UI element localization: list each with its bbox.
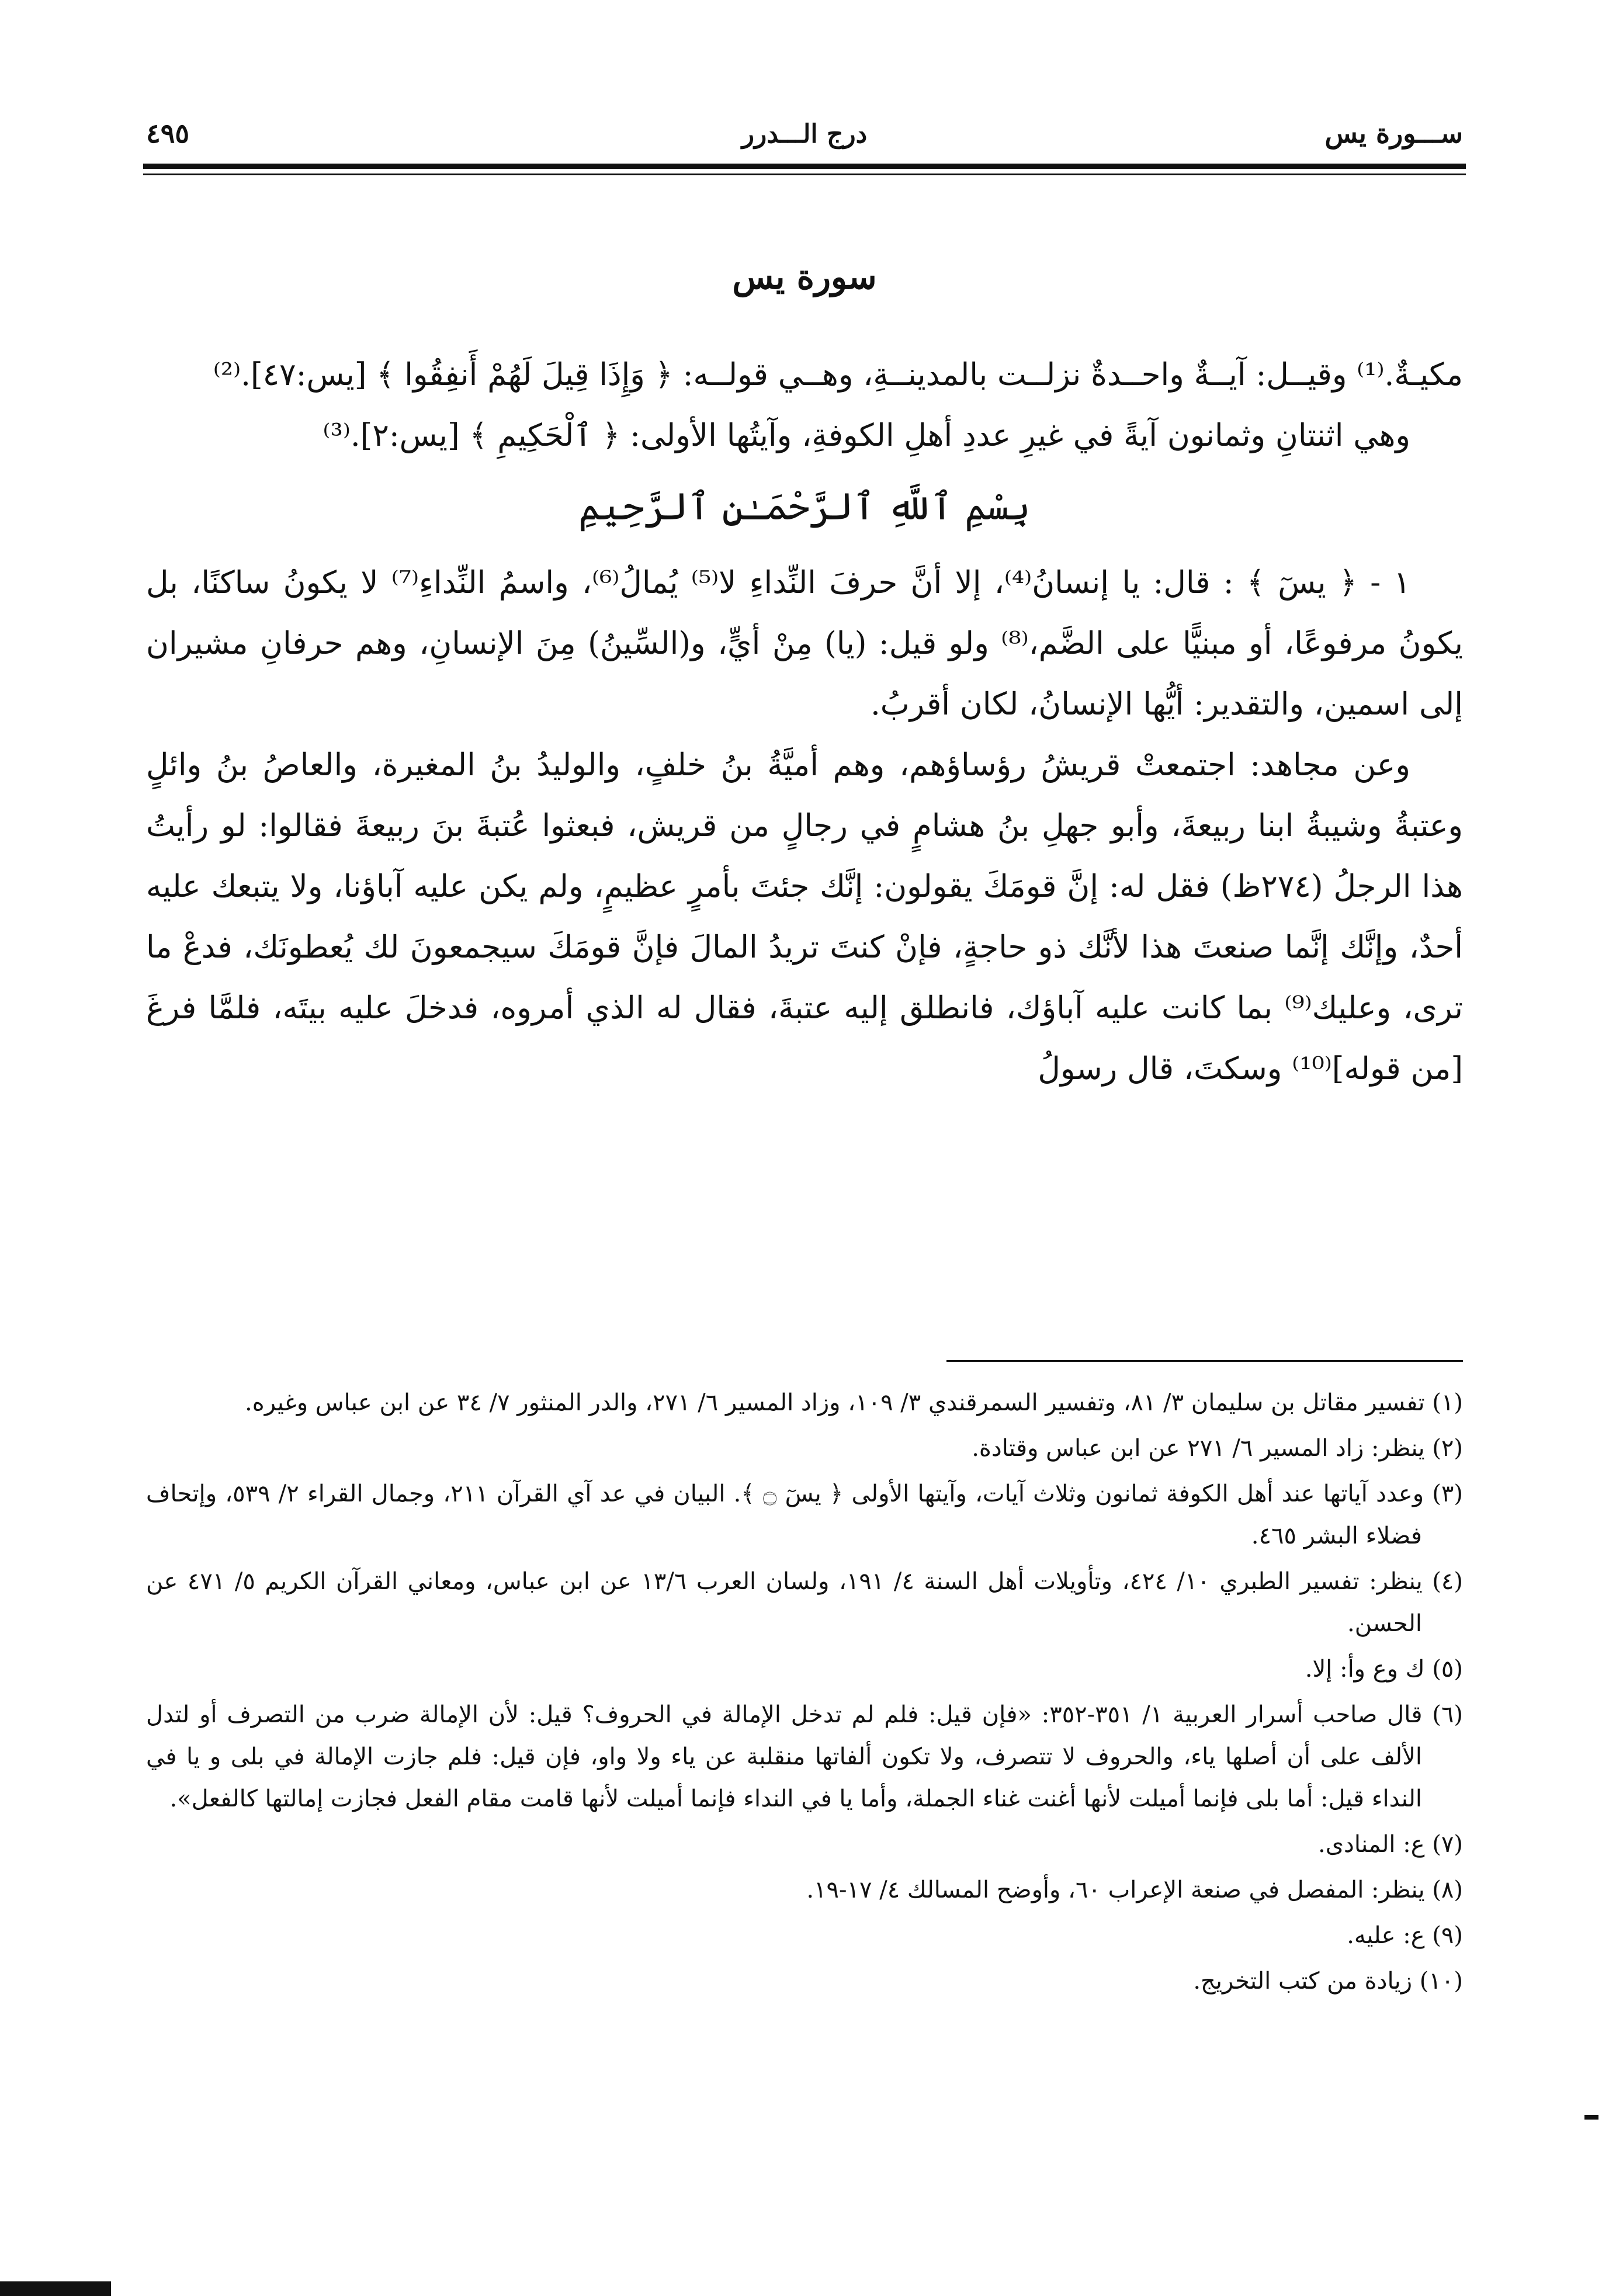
footnote: (١٠) زيادة من كتب التخريج. xyxy=(1193,1968,1463,1995)
footnote: (٣) وعدد آياتها عند أهل الكوفة ثمانون وثلاث آيات، وآيتها الأولى ﴿ يسٓ ۝ ﴾. البيان في عد آي القرآن ٢١١، وجمال القراء ٢/ ٥٣٩، وإتحاف فضلاء البشر ٤٦٥. xyxy=(146,1480,1463,1549)
header-book-title: درج الـــدرر xyxy=(741,119,868,149)
header-surah-name: ســـورة يس xyxy=(1324,117,1463,149)
paragraph-verse-count: وهي اثنتانِ وثمانون آيةً في غيرِ عددِ أهلِ الكوفةِ، وآيتُها الأولى: ﴿ ٱلْحَكِيمِ ﴾ [يس:٢].⁽³⁾ xyxy=(323,418,1410,453)
footnote: (٨) ينظر: المفصل في صنعة الإعراب ٦٠، وأوضح المسالك ٤/ ١٧-١٩. xyxy=(806,1877,1463,1903)
paragraph-ya-sin: ١ - ﴿ يسٓ ﴾ : قال: يا إنسانُ⁽⁴⁾، إلا أنَّ حرفَ النِّداءِ لا⁽⁵⁾ يُمالُ⁽⁶⁾، واسمُ النِّداءِ⁽⁷⁾ لا يكونُ ساكنًا، بل يكونُ مرفوعًا، أو مبنيًّا على الضَّم،⁽⁸⁾ ولو قيل: (يا) مِنْ أيٍّ، و(السِّينُ) مِنَ الإنسانِ، وهم حرفانِ مشيران إلى اسمين، والتقدير: أيُّها الإنسانُ، لكان أقربُ. xyxy=(146,565,1464,722)
basmala: بِسْمِ ٱللَّهِ ٱلرَّحْمَـٰنِ ٱلرَّحِيمِ xyxy=(578,485,1031,529)
footnote: (٥) ك وع وأ: إلا. xyxy=(1305,1656,1463,1683)
footnote: (٢) ينظر: زاد المسير ٦/ ٢٧١ عن ابن عباس وقتادة. xyxy=(972,1435,1463,1462)
footnote: (٦) قال صاحب أسرار العربية ١/ ٣٥١-٣٥٢: «فإن قيل: فلم لم تدخل الإمالة في الحروف؟ قيل: لأن الإمالة ضرب من التصرف أو لتدل الألف على أن أصلها ياء، والحروف لا تتصرف، ولا تكون ألفاتها منقلبة عن ياء ولا واو، فإن قيل: فلم جازت الإمالة في بلى و يا في النداء قيل: أما بلى فإنما أميلت لأنها أغنت غناء الجملة، وأما يا في النداء فإنما أميلت لأنها قامت مقام الفعل فجازت إمالتها كالفعل». xyxy=(146,1701,1463,1812)
footnote: (٤) ينظر: تفسير الطبري ١٠/ ٤٢٤، وتأويلات أهل السنة ٤/ ١٩١، ولسان العرب ١٣/٦ عن ابن عباس، ومعاني القرآن الكريم ٥/ ٤٧١ عن الحسن. xyxy=(146,1568,1463,1637)
running-header xyxy=(146,108,1463,161)
main-text xyxy=(146,345,1463,1100)
header-rule-thick xyxy=(143,164,1466,169)
footnotes xyxy=(146,1382,1463,2006)
header-rule-thin xyxy=(143,174,1466,175)
page-title: سورة يس xyxy=(732,257,877,297)
footnote: (١) تفسير مقاتل بن سليمان ٣/ ٨١، وتفسير السمرقندي ٣/ ١٠٩، وزاد المسير ٦/ ٢٧١، والدر المنثور ٧/ ٣٤ عن ابن عباس وغيره. xyxy=(245,1389,1463,1416)
paragraph-intro: مكيـةٌ.⁽¹⁾ وقيــل: آيــةٌ واحــدةٌ نزلــت بالمدينــةِ، وهــي قولــه: ﴿ وَإِذَا قِيلَ لَهُمْ أَنفِقُوا ﴾ [يس:٤٧].⁽²⁾ xyxy=(213,357,1463,393)
paragraph-mujahid: وعن مجاهد: اجتمعتْ قريشُ رؤساؤهم، وهم أميَّةُ بنُ خلفٍ، والوليدُ بنُ المغيرة، والعاصُ بنُ وائلٍ وعتبةُ وشيبةُ ابنا ربيعةَ، وأبو جهلِ بنُ هشامٍ في رجالٍ من قريش، فبعثوا عُتبةَ بنَ ربيعةَ فقالوا: لو رأيتُ هذا الرجلُ (٢٧٤ظ) فقل له: إنَّ قومَكَ يقولون: إنَّك جئتَ بأمرٍ عظيمٍ، ولم يكن عليه آباؤنا، ولا يتبعك عليه أحدٌ، وإنَّك إنَّما صنعتَ هذا لأنَّك ذو حاجةٍ، فإنْ كنتَ تريدُ المالَ فإنَّ قومَكَ سيجمعونَ لك يُعطونَك، فدعْ ما ترى، وعليك⁽⁹⁾ بما كانت عليه آباؤك، فانطلق إليه عتبةَ، فقال له الذي أمروه، فدخلَ عليه بيتَه، فلمَّا فرغَ [من قوله]⁽¹⁰⁾ وسكتَ، قال رسولُ xyxy=(146,747,1464,1087)
scan-mark xyxy=(1584,2115,1598,2120)
footnote-separator xyxy=(946,1360,1463,1362)
page-number: ٤٩٥ xyxy=(146,117,190,149)
scan-edge-mark xyxy=(0,2281,111,2296)
footnote: (٩) ع: عليه. xyxy=(1347,1922,1463,1949)
footnote: (٧) ع: المنادى. xyxy=(1318,1831,1463,1858)
